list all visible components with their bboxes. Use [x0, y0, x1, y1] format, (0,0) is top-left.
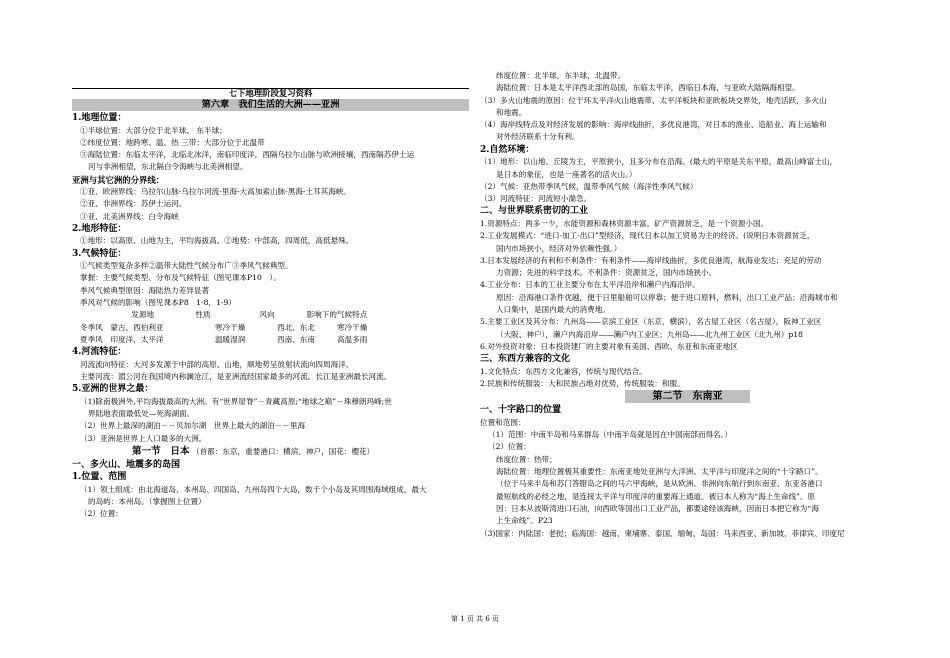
h-culture: 三、东西方兼容的文化	[480, 354, 571, 365]
r-lat: 纬度位置：北半球，东半球，北温带。	[496, 71, 626, 80]
td-winter-src: 冬季风 蒙古、西伯利亚	[80, 322, 164, 332]
left-column	[72, 70, 469, 520]
td-summer-src: 夏季风 印度洋、太平洋	[80, 334, 164, 344]
h-crossroads: 一、十字路口的位置	[480, 405, 562, 416]
world-3: （3）亚洲是世界上人口最多的大洲。	[80, 433, 207, 443]
right-column	[480, 70, 880, 540]
h-industry: 二、与世界联系密切的工业	[480, 206, 589, 217]
s-sea-c: 最短航线的必经之地，是连接太平洋与印度洋的重要海上通道。被日本人称为“海上生命线”。原	[496, 491, 816, 501]
section-1-line	[72, 446, 469, 459]
r-sea: 海陆位置：日本是太平洋西北部的岛国，东临太平洋，西临日本海，与亚欧大陆隔海相望。	[496, 83, 800, 93]
loc-1: ①半球位置：大部分位于北半球、 东半球；	[80, 125, 227, 135]
climate-4: 季风对气候的影响（图见课本P8 1-8，1-9）	[80, 298, 236, 308]
th-source: 发源地	[131, 310, 155, 320]
climate-1: ①气候类型复杂多样②温带大陆性气候分布广③季风气候典型。	[80, 261, 293, 271]
td-summer-nature: 温暖湿润	[215, 334, 246, 344]
s-pos: 位置和范围：	[480, 417, 526, 427]
r-volcano-b: 和地震。	[496, 107, 527, 117]
world-1: （1)除南极洲外,平均海拔最高的大洲。有“世界屋脊”－青藏高原;“地球之巅”－珠穆朗玛峰;世	[80, 396, 392, 406]
climate-2: 掌握：主要气候类型、分布及气候特征（图见课本P10 ）。	[80, 273, 281, 283]
world-1b: 界陆地表面最低处—死海湖面。	[88, 409, 195, 419]
border-1: ①亚、欧洲界线：乌拉尔山脉-乌拉尔河流-里海-大高加索山脉-黑海-土耳其海峡。	[80, 186, 352, 196]
japan-2: （2）位置：	[80, 509, 123, 519]
e-reason-b: 人口集中，是国内最大的消费地。	[496, 305, 610, 315]
th-direction: 风向	[259, 310, 275, 320]
s-range: （1）范围：中南半岛和马来群岛（中南半岛就是因在中国南部而得名。）	[488, 430, 733, 440]
s-position: （2）位置：	[488, 442, 531, 452]
h-world-records: 5.亚洲的世界之最：	[72, 384, 154, 395]
e-conditions-b: 力资源；先进的科学技术。不利条件：资源贫乏，国内市场狭小。	[496, 268, 717, 278]
s-lat: 纬度位置：热带；	[496, 454, 557, 464]
s-sea-e: 上生命线”。P23	[496, 516, 553, 526]
n-terrain-b: 是日本的象征，也是一座著名的活火山。）	[496, 169, 637, 179]
monsoon-table-head	[72, 309, 469, 321]
page-footer: 第 1 页 共 6 页	[450, 615, 500, 623]
h-nature: 2.自然环境：	[480, 144, 535, 155]
monsoon-row-summer	[72, 334, 469, 346]
chapter-6-heading: 第六章 我们生活的大洲——亚洲	[72, 99, 469, 111]
td-winter-nature: 寒冷干燥	[215, 322, 246, 332]
section-1-title: 第一节 日本	[132, 446, 190, 458]
n-terrain: （1）地形：以山地、丘陵为主，平原狭小，且多分布在沿海。(最大的平原是关东平原，最高山峰富士山，	[480, 157, 838, 167]
th-nature: 性质	[195, 310, 211, 320]
section-2-heading: 第二节 东南亚	[625, 390, 750, 403]
japan-1b: 的岛屿：本州岛。（掌握图上位置）	[88, 496, 206, 506]
e-regions-b: （大阪、神户），濑户内海沿岸——濑户内工业区；九州岛——北九州工业区（北九州）p18	[496, 329, 803, 339]
td-winter-dir: 西北、东北	[277, 322, 315, 332]
japan-1: （1）领土组成：由北海道岛、本州岛、四国岛、九州岛四个大岛，数千个小岛及其周围海域组成，最大	[80, 484, 427, 494]
h-river: 4.河流特征：	[72, 347, 127, 358]
h-location: 1.地理位置：	[72, 113, 127, 123]
e-resource: 1.资源特点：两多一少，水能资源和森林资源丰富，矿产资源贫乏，是一个资源小国。	[480, 218, 769, 228]
h-terrain: 2.地形特征：	[72, 223, 127, 234]
climate-3: 季风气候典型原因：海陆热力差异显著	[80, 285, 210, 295]
doc-title: 七下地理阶段复习资料	[228, 88, 313, 98]
world-2: （2）世界上最深的湖泊－－贝加尔湖 世界上最大的湖泊－－里海	[80, 421, 306, 431]
s-countries: （3)国家：内陆国：老挝；临海国：越南、柬埔寨、泰国、缅甸，岛国：马来西亚、新加坡、菲律宾、印度尼	[480, 528, 845, 538]
n-river: （3）河流特征：河流短小湍急。	[480, 194, 592, 204]
river-1: 河流流向特征：大河多发源于中部的高原、山地，顺地势呈放射状流向四周海洋。	[80, 359, 354, 369]
e-regions: 5.主要工业区及其分布：九州岛——京滨工业区（东京，横滨），名古屋工业区（名古屋），阪神工业区	[480, 317, 822, 327]
loc-2: ②纬度位置：地跨寒、温、热 三带；大部分位于北温带	[80, 137, 265, 147]
h-japan-position: 1.位置、范围	[72, 472, 127, 483]
border-2: ②亚、非洲界线：苏伊士运河。	[80, 199, 187, 209]
s-sea: 海陆位置：地理位置极其重要性：东南亚地处亚洲与大洋洲、太平洋与印度洋之间的“十字路口”。	[496, 467, 823, 477]
th-effect: 影响下的气候特点	[306, 310, 368, 320]
river-2: 主要河流：湄公河在我国境内称澜沧江，是亚洲流经国家最多的河流。长江是亚洲最长河流。	[80, 372, 392, 382]
h-climate: 3.气候特征：	[72, 248, 127, 259]
h-border: 亚洲与其它洲的分界线：	[72, 174, 165, 185]
loc-3b: 河与非洲相望，东北隔白令海峡与北美洲相望。	[88, 162, 248, 172]
border-3: ③亚、北美洲界线：白令海峡	[80, 211, 179, 221]
e-conditions: 3.日本发展经济的有利和不利条件：有利条件——海岸线曲折，多优良港湾，航海业发达；充足的劳动	[480, 255, 822, 265]
e-distribution: 4.工业分布：日本的工业主要分布在太平洋沿岸和濑户内海沿岸。	[480, 280, 700, 290]
td-summer-dir: 西南、东南	[277, 334, 315, 344]
r-coast-b: 对外经济联系十分有利。	[496, 132, 580, 142]
r-coast: （4）海岸线特点及对经济发展的影响：海岸线曲折，多优良港湾，对日本的渔业、造船业、海上运输和	[480, 120, 827, 130]
s-sea-b: （位于马来半岛和苏门答腊岛之间的马六甲海峡，是从欧洲、非洲向东航行到东南亚、东亚各港口	[496, 479, 823, 489]
c-clothing: 2.民族和传统服装：大和民族占绝对优势，传统服装：和服。	[480, 379, 685, 389]
e-reason: 原因：沿海港口条件优越，便于日里船舶可以停靠；便于进口原料，燃料，出口工业产品；沿海城市和	[496, 292, 838, 302]
section-1-note: （首都：东京，重要港口：横滨、神户，国花：樱花）	[191, 447, 375, 457]
n-climate: （2）气候：亚热带季风气候，温带季风气候（海洋性季风气候）	[480, 181, 698, 191]
loc-3: ③海陆位置：东临太平洋，北临北冰洋，南临印度洋，西隔乌拉尔山脉与欧洲接壤，西南隔苏伊士运	[80, 150, 415, 160]
e-invest: 6.对外投资对象：日本投资建厂的主要对象有美国、西欧、东亚和东南亚地区	[480, 341, 738, 351]
td-winter-effect: 寒冷干燥	[337, 322, 368, 332]
c-culture: 1.文化特点：东西方文化兼容，传统与现代结合。	[480, 366, 647, 376]
e-model-b: 国内市场狭小，经济对外依赖性强。）	[496, 243, 622, 253]
s-sea-d: 因：日本从波斯湾进口石油，向西欧等国出口工业产品，都要途经该海峡，因而日本把它称为“海	[496, 503, 819, 513]
h-japan-islands: 一、多火山、地震多的岛国	[72, 459, 181, 470]
td-summer-effect: 高温多雨	[337, 334, 368, 344]
monsoon-row-winter	[72, 322, 469, 334]
e-model: 2.工业发展模式：“进口-加工-出口”型经济，现代日本以加工贸易为主的经济。(说明日本资源贫乏，	[480, 231, 815, 241]
r-volcano: （3）多火山地震的原因：位于环太平洋火山地震带、太平洋板块和亚欧板块交界处，地壳活跃，多火山	[480, 95, 827, 105]
terrain-1: ①地形：以高原、山地为主，平均海拔高。②地势：中部高，四周低，高低悬殊。	[80, 236, 354, 246]
